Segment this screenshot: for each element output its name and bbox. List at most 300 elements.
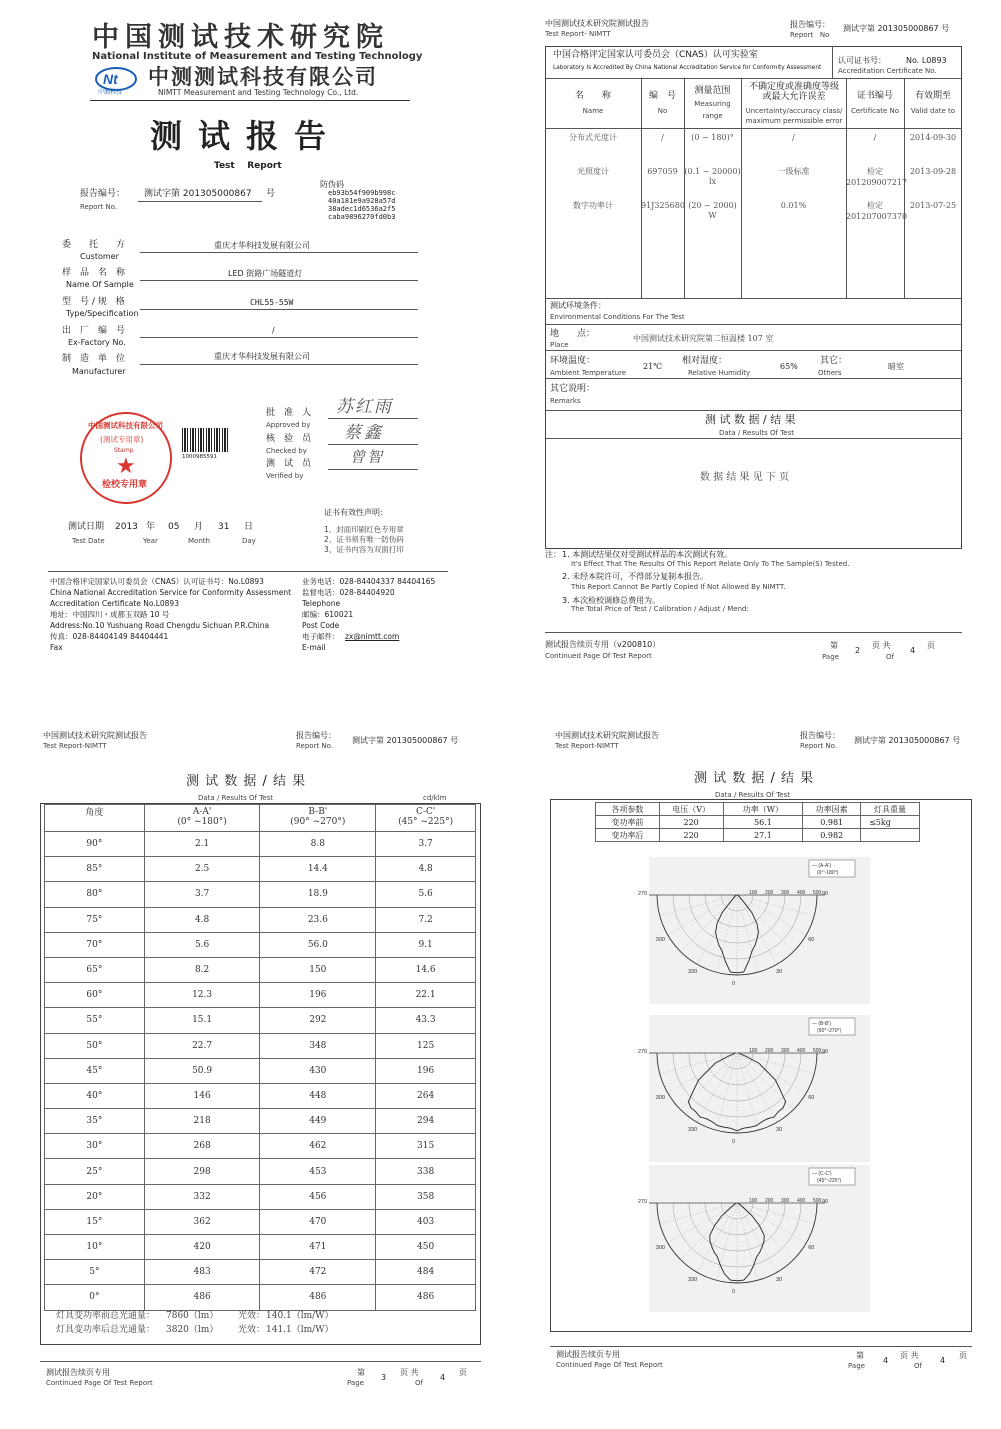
report-no-label: 报告编号：	[80, 189, 126, 199]
col-name-en: Name	[582, 107, 604, 115]
radial-spoke	[737, 1203, 777, 1272]
manufacturer-value: 重庆才华科技发展有限公司	[214, 352, 310, 361]
note-3-cn: 3. 本次检校调修总费用为。	[562, 596, 661, 605]
angle-cell: 10°	[45, 1235, 145, 1260]
data-title-en: Data / Results Of Test	[719, 429, 795, 437]
intensity-cell: 196	[376, 1058, 476, 1083]
angle-label: 90	[822, 1049, 829, 1055]
intensity-cell: 7.2	[376, 907, 476, 932]
page4-report-no-label: 报告编号：	[800, 731, 840, 740]
instrument-cert-no: 201207007370	[846, 212, 908, 221]
angle-cell: 65°	[45, 957, 145, 982]
aa-header	[144, 805, 260, 832]
angle-cell: 75°	[45, 907, 145, 932]
page-four	[550, 728, 980, 1388]
env-row-rule	[545, 350, 962, 351]
angle-header	[45, 805, 145, 832]
col-header-range	[684, 86, 741, 126]
footer-divider	[48, 571, 448, 572]
intensity-cell: 43.3	[376, 1008, 476, 1033]
manufacturer-label-en: Manufacturer	[72, 367, 126, 376]
instrument-row	[545, 133, 962, 163]
other-label-en: Others	[818, 369, 842, 377]
page2-total-pages: 4	[910, 646, 916, 655]
company-name-cn: 中测测试科技有限公司	[148, 65, 378, 89]
year-label: 年	[146, 522, 156, 532]
humidity-value: 65%	[780, 362, 798, 371]
col-uncertainty-en: Uncertainty/accuracy class/	[745, 107, 843, 115]
angle-cell: 55°	[45, 1008, 145, 1033]
params-cell	[861, 829, 920, 842]
summary-after-label: 灯具变功率后总光通量：	[56, 1325, 156, 1335]
anticounterfeit-code-4: caba9896270fd0b3	[328, 213, 396, 221]
page4-report-no-label-en: Report No.	[800, 742, 838, 750]
params-cell: ≤5kg	[861, 816, 920, 829]
footer-address-cn: 地址：中国四川・成都玉双路 10 号	[50, 610, 170, 619]
report-no-underline	[138, 201, 262, 202]
model-label: 型 号 / 规 格	[62, 297, 125, 307]
test-date-label: 测试日期	[68, 522, 105, 532]
radial-spoke	[737, 1203, 758, 1280]
col-name-cn: 名 称	[574, 91, 611, 101]
page4-title-en: Data / Results Of Test	[715, 791, 791, 799]
radial-spoke	[660, 895, 737, 916]
page4-total-pages: 4	[940, 1356, 946, 1365]
instrument-uncertainty: 0.01%	[780, 201, 807, 210]
radial-spoke	[737, 1053, 777, 1122]
intensity-cell: 8.8	[260, 832, 376, 857]
intensity-cell: 5.6	[376, 882, 476, 907]
intensity-cell: 4.8	[376, 857, 476, 882]
month-label-en: Month	[188, 537, 210, 545]
legend-series-label: — (A-A')	[812, 863, 832, 869]
intensity-cell: 315	[376, 1134, 476, 1159]
data-see-next: 数 据 结 果 见 下 页	[700, 472, 790, 483]
tester-signature: 曾智	[350, 448, 385, 466]
other-label: 其它：	[820, 356, 848, 366]
place-value: 中国测试技术研究院第二恒温楼 107 室	[633, 334, 774, 343]
electrical-params-table	[595, 802, 920, 842]
barcode-icon	[182, 428, 228, 452]
ex-factory-label: 出 厂 编 号	[62, 326, 126, 336]
radial-tick-label: 400	[797, 1198, 806, 1204]
barcode-number: 1000985591	[182, 454, 217, 460]
intensity-cell: 449	[260, 1109, 376, 1134]
intensity-cell: 470	[260, 1209, 376, 1234]
logo-text: 中测科技	[98, 89, 123, 96]
page3-page-end: 页	[459, 1368, 467, 1377]
params-cell: 0.982	[803, 829, 861, 842]
org-title-en: National Institute of Measurement and Testing Technology	[92, 51, 423, 62]
table-row	[45, 1134, 476, 1159]
page2-page-label-en: Page	[822, 653, 839, 661]
table-row	[45, 1235, 476, 1260]
angle-label: 270	[638, 891, 648, 897]
angle-cell: 80°	[45, 882, 145, 907]
approver-signature: 苏红雨	[336, 397, 393, 417]
angle-label: 90	[822, 891, 829, 897]
model-underline	[140, 309, 418, 310]
params-row-after	[596, 829, 920, 842]
test-month: 05	[168, 522, 180, 532]
checker-label-en: Checked by	[266, 447, 307, 455]
col-no-en: No	[657, 107, 668, 115]
stamp-inner-text: (测试专用章)	[100, 435, 144, 444]
instrument-valid: 2013-07-25	[909, 201, 957, 210]
table-row	[45, 857, 476, 882]
data-title-rule	[545, 438, 962, 439]
report-title-cn: 测试报告	[150, 117, 343, 155]
page3-title-cn: 测 试 数 据 / 结 果	[186, 774, 307, 789]
sample-name-label: 样 品 名 称	[62, 268, 126, 278]
intensity-cell: 18.9	[260, 882, 376, 907]
company-name-en: NIMTT Measurement and Testing Technology Co., Ltd.	[158, 88, 359, 97]
col-range-cn: 测量范围	[694, 86, 731, 96]
intensity-cell: 448	[260, 1083, 376, 1108]
radial-spoke	[660, 1203, 737, 1224]
note-3-en: The Total Price of Test / Calibration / Adjust / Mend:	[571, 605, 749, 613]
cnas-divider	[832, 46, 833, 78]
col-no-cn: 编 号	[648, 91, 676, 101]
intensity-cell: 486	[260, 1285, 376, 1310]
intensity-cell: 484	[376, 1260, 476, 1285]
tester-underline	[328, 469, 418, 470]
page2-total-label-en: Of	[886, 653, 894, 661]
intensity-rows	[45, 832, 476, 1339]
remarks-bottom-rule	[545, 410, 962, 411]
org-title-cn: 中国测试技术研究院	[92, 22, 389, 53]
angle-cell: 35°	[45, 1109, 145, 1134]
intensity-cell: 3.7	[376, 832, 476, 857]
params-cell: 0.981	[803, 816, 861, 829]
radial-spoke	[737, 1053, 814, 1074]
radial-tick-label: 300	[781, 1198, 790, 1204]
page2-footer-cn: 测试报告续页专用（v200810）	[545, 640, 661, 649]
angle-label: 270	[638, 1049, 648, 1055]
radial-spoke	[737, 1203, 794, 1260]
cc-header-text: C-C'	[415, 807, 436, 818]
cert-label: 认可证书号：	[838, 56, 886, 65]
page3-header-en: Test Report-NIMTT	[43, 742, 107, 750]
angle-cell: 0°	[45, 1285, 145, 1310]
page2-page-end: 页	[927, 641, 935, 650]
page4-page-label-en: Page	[848, 1362, 865, 1370]
params-header-cell: 灯具重量	[861, 803, 920, 816]
instrument-cert: 检定	[867, 167, 883, 176]
summary-after-value: 3820（lm）	[166, 1325, 219, 1335]
angle-cell: 20°	[45, 1184, 145, 1209]
radial-spoke	[737, 1053, 758, 1130]
page3-header-cn: 中国测试技术研究院测试报告	[43, 731, 147, 740]
col-header-cert	[846, 91, 904, 121]
radial-tick-label: 100	[749, 1198, 758, 1204]
intensity-cell: 146	[144, 1083, 260, 1108]
page3-footer-en: Continued Page Of Test Report	[46, 1379, 153, 1387]
table-header-row	[45, 805, 476, 832]
tester-label-en: Verified by	[266, 472, 304, 480]
angle-cell: 15°	[45, 1209, 145, 1234]
radial-spoke	[697, 1053, 737, 1122]
angle-cell: 50°	[45, 1033, 145, 1058]
page4-report-no: 测试字第 201305000867 号	[854, 736, 961, 745]
sample-name-underline	[140, 280, 418, 281]
report-number: 测试字第 201305000867	[144, 189, 252, 199]
validity-item-1: 1、封面印刷红色专用章	[324, 525, 404, 534]
intensity-cell: 294	[376, 1109, 476, 1134]
page4-footer-en: Continued Page Of Test Report	[556, 1361, 663, 1369]
radial-spoke	[737, 1053, 806, 1093]
customer-label-en: Customer	[80, 252, 119, 261]
footer-cnas: 中国合格评定国家认可委员会（CNAS）认可证书号：No.L0893	[50, 577, 264, 586]
legend-range-label: (0°~180°)	[817, 870, 839, 876]
col-header-name	[545, 91, 641, 121]
page3-page-label: 第	[357, 1368, 365, 1377]
intensity-cell: 9.1	[376, 932, 476, 957]
page4-header-en: Test Report-NIMTT	[555, 742, 619, 750]
ex-factory-label-en: Ex-Factory No.	[68, 338, 126, 347]
radial-tick-label: 400	[797, 890, 806, 896]
legend-series-label: — (B-B')	[812, 1021, 832, 1027]
page3-total-label: 页 共	[400, 1368, 419, 1377]
instrument-name: 光照度计	[577, 167, 609, 176]
intensity-cell: 456	[260, 1184, 376, 1209]
col-uncertainty-en2: maximum permissible error	[745, 117, 843, 125]
angle-label: 330	[688, 969, 698, 976]
model-label-en: Type/Specification	[66, 309, 139, 318]
footer-postcode: 邮编：610021	[302, 610, 354, 619]
footer-phone: 业务电话：028-84404337 84404165	[302, 577, 436, 586]
angle-label: 300	[655, 1245, 665, 1251]
radial-spoke	[737, 895, 814, 916]
angle-cell: 60°	[45, 983, 145, 1008]
radial-spoke	[716, 1053, 737, 1130]
stamp-outer-text: 中国测试科技有限公司	[88, 421, 163, 430]
page4-title-cn: 测 试 数 据 / 结 果	[694, 771, 815, 786]
intensity-cell: 298	[144, 1159, 260, 1184]
table-row	[45, 1285, 476, 1310]
bb-range-text: (90° ~270°)	[290, 817, 346, 827]
radial-grid-circle	[721, 1053, 753, 1069]
instr-top-rule	[545, 78, 962, 79]
intensity-cell: 483	[144, 1260, 260, 1285]
manufacturer-underline	[140, 364, 418, 365]
intensity-cell: 338	[376, 1159, 476, 1184]
radial-spoke	[680, 895, 737, 952]
tester-label: 测 试 员	[266, 459, 312, 469]
legend-range-label: (90°~270°)	[817, 1028, 842, 1034]
env-title-cn: 测试环境条件：	[550, 301, 606, 310]
approver-label: 批 准 人	[266, 408, 312, 418]
radial-spoke	[737, 895, 777, 964]
remarks-label: 其它说明：	[550, 384, 596, 394]
svg-text:Nt: Nt	[103, 71, 118, 87]
params-cell: 变功率前	[596, 816, 660, 829]
intensity-cell: 2.5	[144, 857, 260, 882]
params-header-cell: 各项参数	[596, 803, 660, 816]
intensity-cell: 358	[376, 1184, 476, 1209]
table-row	[45, 932, 476, 957]
instrument-valid: 2014-09-30	[909, 133, 957, 142]
customer-underline	[140, 252, 418, 253]
bb-header-text: B-B'	[308, 807, 328, 818]
anticounterfeit-code-1: eb93b54f909b998c	[328, 189, 396, 197]
table-row	[45, 957, 476, 982]
page2-report-no-label: 报告编号：	[790, 20, 830, 29]
test-date-label-en: Test Date	[72, 537, 105, 545]
instrument-uncertainty: /	[792, 133, 795, 142]
page4-total-label: 页 共	[900, 1351, 919, 1360]
validity-item-2: 2、证书须有唯一防伪码	[324, 535, 404, 544]
aa-range-text: (0° ~180°)	[177, 817, 227, 827]
angle-header-text: 角度	[85, 808, 104, 818]
intensity-cell: 462	[260, 1134, 376, 1159]
table-row	[45, 832, 476, 857]
radial-spoke	[737, 1203, 806, 1243]
page3-footer-rule	[40, 1361, 481, 1362]
angle-label: 60	[808, 1245, 815, 1251]
angle-cell: 30°	[45, 1134, 145, 1159]
customer-label: 委 托 方	[62, 240, 126, 250]
page3-page-number: 3	[381, 1373, 387, 1382]
col-header-valid	[904, 91, 962, 121]
angle-cell: 45°	[45, 1058, 145, 1083]
report-no-suffix: 号	[266, 189, 276, 199]
polar-chart-aa-svg	[638, 857, 870, 1004]
footer-supervision: 监督电话：028-84404920	[302, 588, 395, 597]
polar-chart-bb	[638, 1015, 870, 1162]
page2-total-label: 页 共	[872, 641, 891, 650]
radial-tick-label: 100	[749, 1048, 758, 1054]
intensity-cell: 22.7	[144, 1033, 260, 1058]
intensity-cell: 348	[260, 1033, 376, 1058]
angle-label: 30	[776, 1277, 783, 1284]
intensity-cell: 218	[144, 1109, 260, 1134]
page2-header-en: Test Report- NIMTT	[545, 30, 611, 38]
intensity-cell: 50.9	[144, 1058, 260, 1083]
red-stamp	[80, 412, 172, 504]
footer-address-en: Address:No.10 Yushuang Road Chengdu Sichuan P.R.China	[50, 621, 270, 630]
report-title-en: Test Report	[214, 161, 282, 171]
cover-page	[40, 18, 460, 668]
intensity-cell: 453	[260, 1159, 376, 1184]
summary-after-eff-label: 光效：	[238, 1325, 266, 1335]
table-row	[45, 882, 476, 907]
note-1-cn: 1. 本测试结果仅对受测试样品的本次测试有效。	[562, 550, 733, 559]
params-cell: 220	[659, 816, 723, 829]
radial-tick-label: 500	[813, 890, 822, 896]
legend-range-label: (45°~225°)	[817, 1178, 842, 1184]
intensity-cell: 472	[260, 1260, 376, 1285]
table-row	[45, 1058, 476, 1083]
intensity-cell: 403	[376, 1209, 476, 1234]
instrument-cert: 检定	[867, 201, 883, 210]
anticounterfeit-label: 防伪码	[320, 180, 344, 189]
intensity-cell: 362	[144, 1209, 260, 1234]
col-range-en: Measuring	[694, 100, 731, 108]
ex-factory-value: /	[272, 326, 275, 335]
instrument-valid: 2013-09-28	[909, 167, 957, 176]
validity-item-3: 3、证书内容为双面打印	[324, 545, 404, 554]
radial-spoke	[668, 1053, 737, 1093]
params-cell: 变功率后	[596, 829, 660, 842]
footer-fax: 传真：028-84404149 84404441	[50, 632, 169, 641]
place-label: 地 点：	[550, 329, 596, 339]
page4-total-label-en: Of	[914, 1362, 922, 1370]
polar-chart-cc-svg	[638, 1165, 870, 1312]
table-row	[45, 1109, 476, 1134]
footer-email-en: E-mail	[302, 643, 326, 652]
radial-spoke	[668, 1203, 737, 1243]
angle-cell: 25°	[45, 1159, 145, 1184]
angle-label: 30	[776, 969, 783, 976]
intensity-cell: 264	[376, 1083, 476, 1108]
intensity-cell: 15.1	[144, 1008, 260, 1033]
col-header-no	[641, 91, 684, 121]
summary-after-eff: 141.1（lm/W）	[266, 1325, 334, 1335]
footer-cert-en: Accreditation Certificate No.L0893	[50, 599, 179, 608]
page4-page-label: 第	[856, 1351, 864, 1360]
col-valid-en: Valid date to	[910, 107, 956, 115]
footer-email-link[interactable]: zx@nimtt.com	[345, 632, 400, 641]
angle-cell: 90°	[45, 832, 145, 857]
angle-cell: 85°	[45, 857, 145, 882]
instr-header-rule	[545, 128, 962, 129]
page3-unit: cd/klm	[423, 794, 447, 802]
legend-series-label: — (C-C')	[812, 1171, 832, 1177]
approver-label-en: Approved by	[266, 421, 311, 429]
col-cert-en: Certificate No	[850, 107, 900, 115]
instrument-no: 91J325680	[641, 201, 685, 210]
intensity-cell: 332	[144, 1184, 260, 1209]
intensity-cell: 23.6	[260, 907, 376, 932]
place-label-en: Place	[550, 341, 569, 349]
page2-page-label: 第	[830, 641, 838, 650]
footer-email-label: 电子邮件：	[302, 632, 340, 641]
angle-label: 0	[732, 981, 736, 987]
page2-header-cn: 中国测试技术研究院测试报告	[545, 19, 649, 28]
light-intensity-table	[44, 804, 476, 1338]
instrument-range: (20 ~ 2000) W	[688, 201, 737, 220]
params-header-cell: 功率因素	[803, 803, 861, 816]
approver-underline	[328, 418, 418, 419]
angle-label: 300	[655, 937, 665, 943]
footer-phone-en: Telephone	[302, 599, 341, 608]
instrument-range: (0.1 ~ 20000) lx	[684, 167, 741, 186]
angle-label: 270	[638, 1199, 648, 1205]
instrument-row	[545, 201, 962, 231]
instrument-no: /	[661, 133, 664, 142]
instrument-no: 697059	[647, 167, 678, 176]
col-header-uncertainty	[745, 82, 843, 128]
intensity-cell: 450	[376, 1235, 476, 1260]
sample-name-label-en: Name Of Sample	[66, 280, 134, 289]
polar-chart-cc	[638, 1165, 870, 1312]
page4-footer-cn: 测试报告续页专用	[556, 1350, 620, 1359]
radial-spoke	[697, 1203, 737, 1272]
angle-label: 60	[808, 1095, 815, 1101]
instrument-cert: /	[873, 133, 877, 142]
instrument-name: 分布式光度计	[569, 133, 617, 142]
params-row-before	[596, 816, 920, 829]
page2-footer-rule	[545, 632, 962, 633]
header-divider	[90, 100, 410, 101]
radial-spoke	[737, 895, 794, 952]
page2-footer-en: Continued Page Of Test Report	[545, 652, 652, 660]
checker-underline	[328, 444, 418, 445]
sample-name-value: LED 街路广场隧道灯	[228, 269, 303, 278]
page3-report-no-label: 报告编号：	[296, 731, 336, 740]
table-row	[45, 1260, 476, 1285]
